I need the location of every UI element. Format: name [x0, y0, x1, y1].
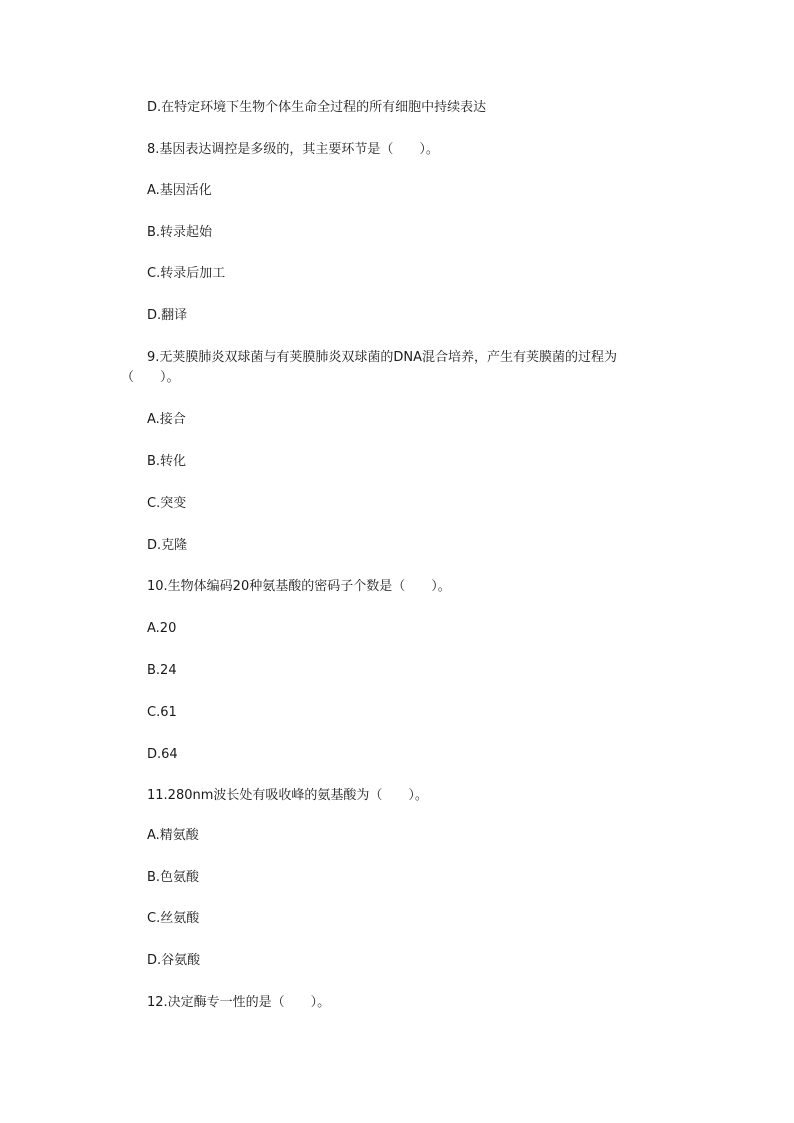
q10-option-d: D.64	[147, 747, 178, 762]
q10-option-b: B.24	[147, 663, 177, 678]
q7-option-d: D.在特定环境下生物个体生命全过程的所有细胞中持续表达	[147, 100, 487, 115]
q11-option-d: D.谷氨酸	[147, 953, 201, 968]
q10-stem: 10.生物体编码20种氨基酸的密码子个数是（ ）。	[147, 579, 451, 594]
q8-option-c: C.转录后加工	[147, 266, 226, 281]
q8-option-b: B.转录起始	[147, 225, 213, 240]
q11-stem: 11.280nm波长处有吸收峰的氨基酸为（ ）。	[147, 788, 428, 803]
q9-option-d: D.克隆	[147, 538, 188, 553]
q8-stem: 8.基因表达调控是多级的，其主要环节是（ ）。	[147, 142, 439, 157]
q9-option-c: C.突变	[147, 496, 187, 511]
q11-option-b: B.色氨酸	[147, 870, 200, 885]
q10-option-c: C.61	[147, 705, 177, 720]
q9-stem-line-2: （ ）。	[121, 370, 180, 385]
q11-option-a: A.精氨酸	[147, 828, 199, 843]
q9-stem-line-1: 9.无荚膜肺炎双球菌与有荚膜肺炎双球菌的DNA混合培养，产生有荚膜菌的过程为	[147, 350, 618, 365]
q9-option-b: B.转化	[147, 454, 187, 469]
q9-option-a: A.接合	[147, 412, 186, 427]
q11-option-c: C.丝氨酸	[147, 911, 200, 926]
q10-option-a: A.20	[147, 621, 177, 636]
q8-option-d: D.翻译	[147, 308, 188, 323]
q8-option-a: A.基因活化	[147, 183, 212, 198]
q12-stem: 12.决定酶专一性的是（ ）。	[147, 995, 331, 1010]
